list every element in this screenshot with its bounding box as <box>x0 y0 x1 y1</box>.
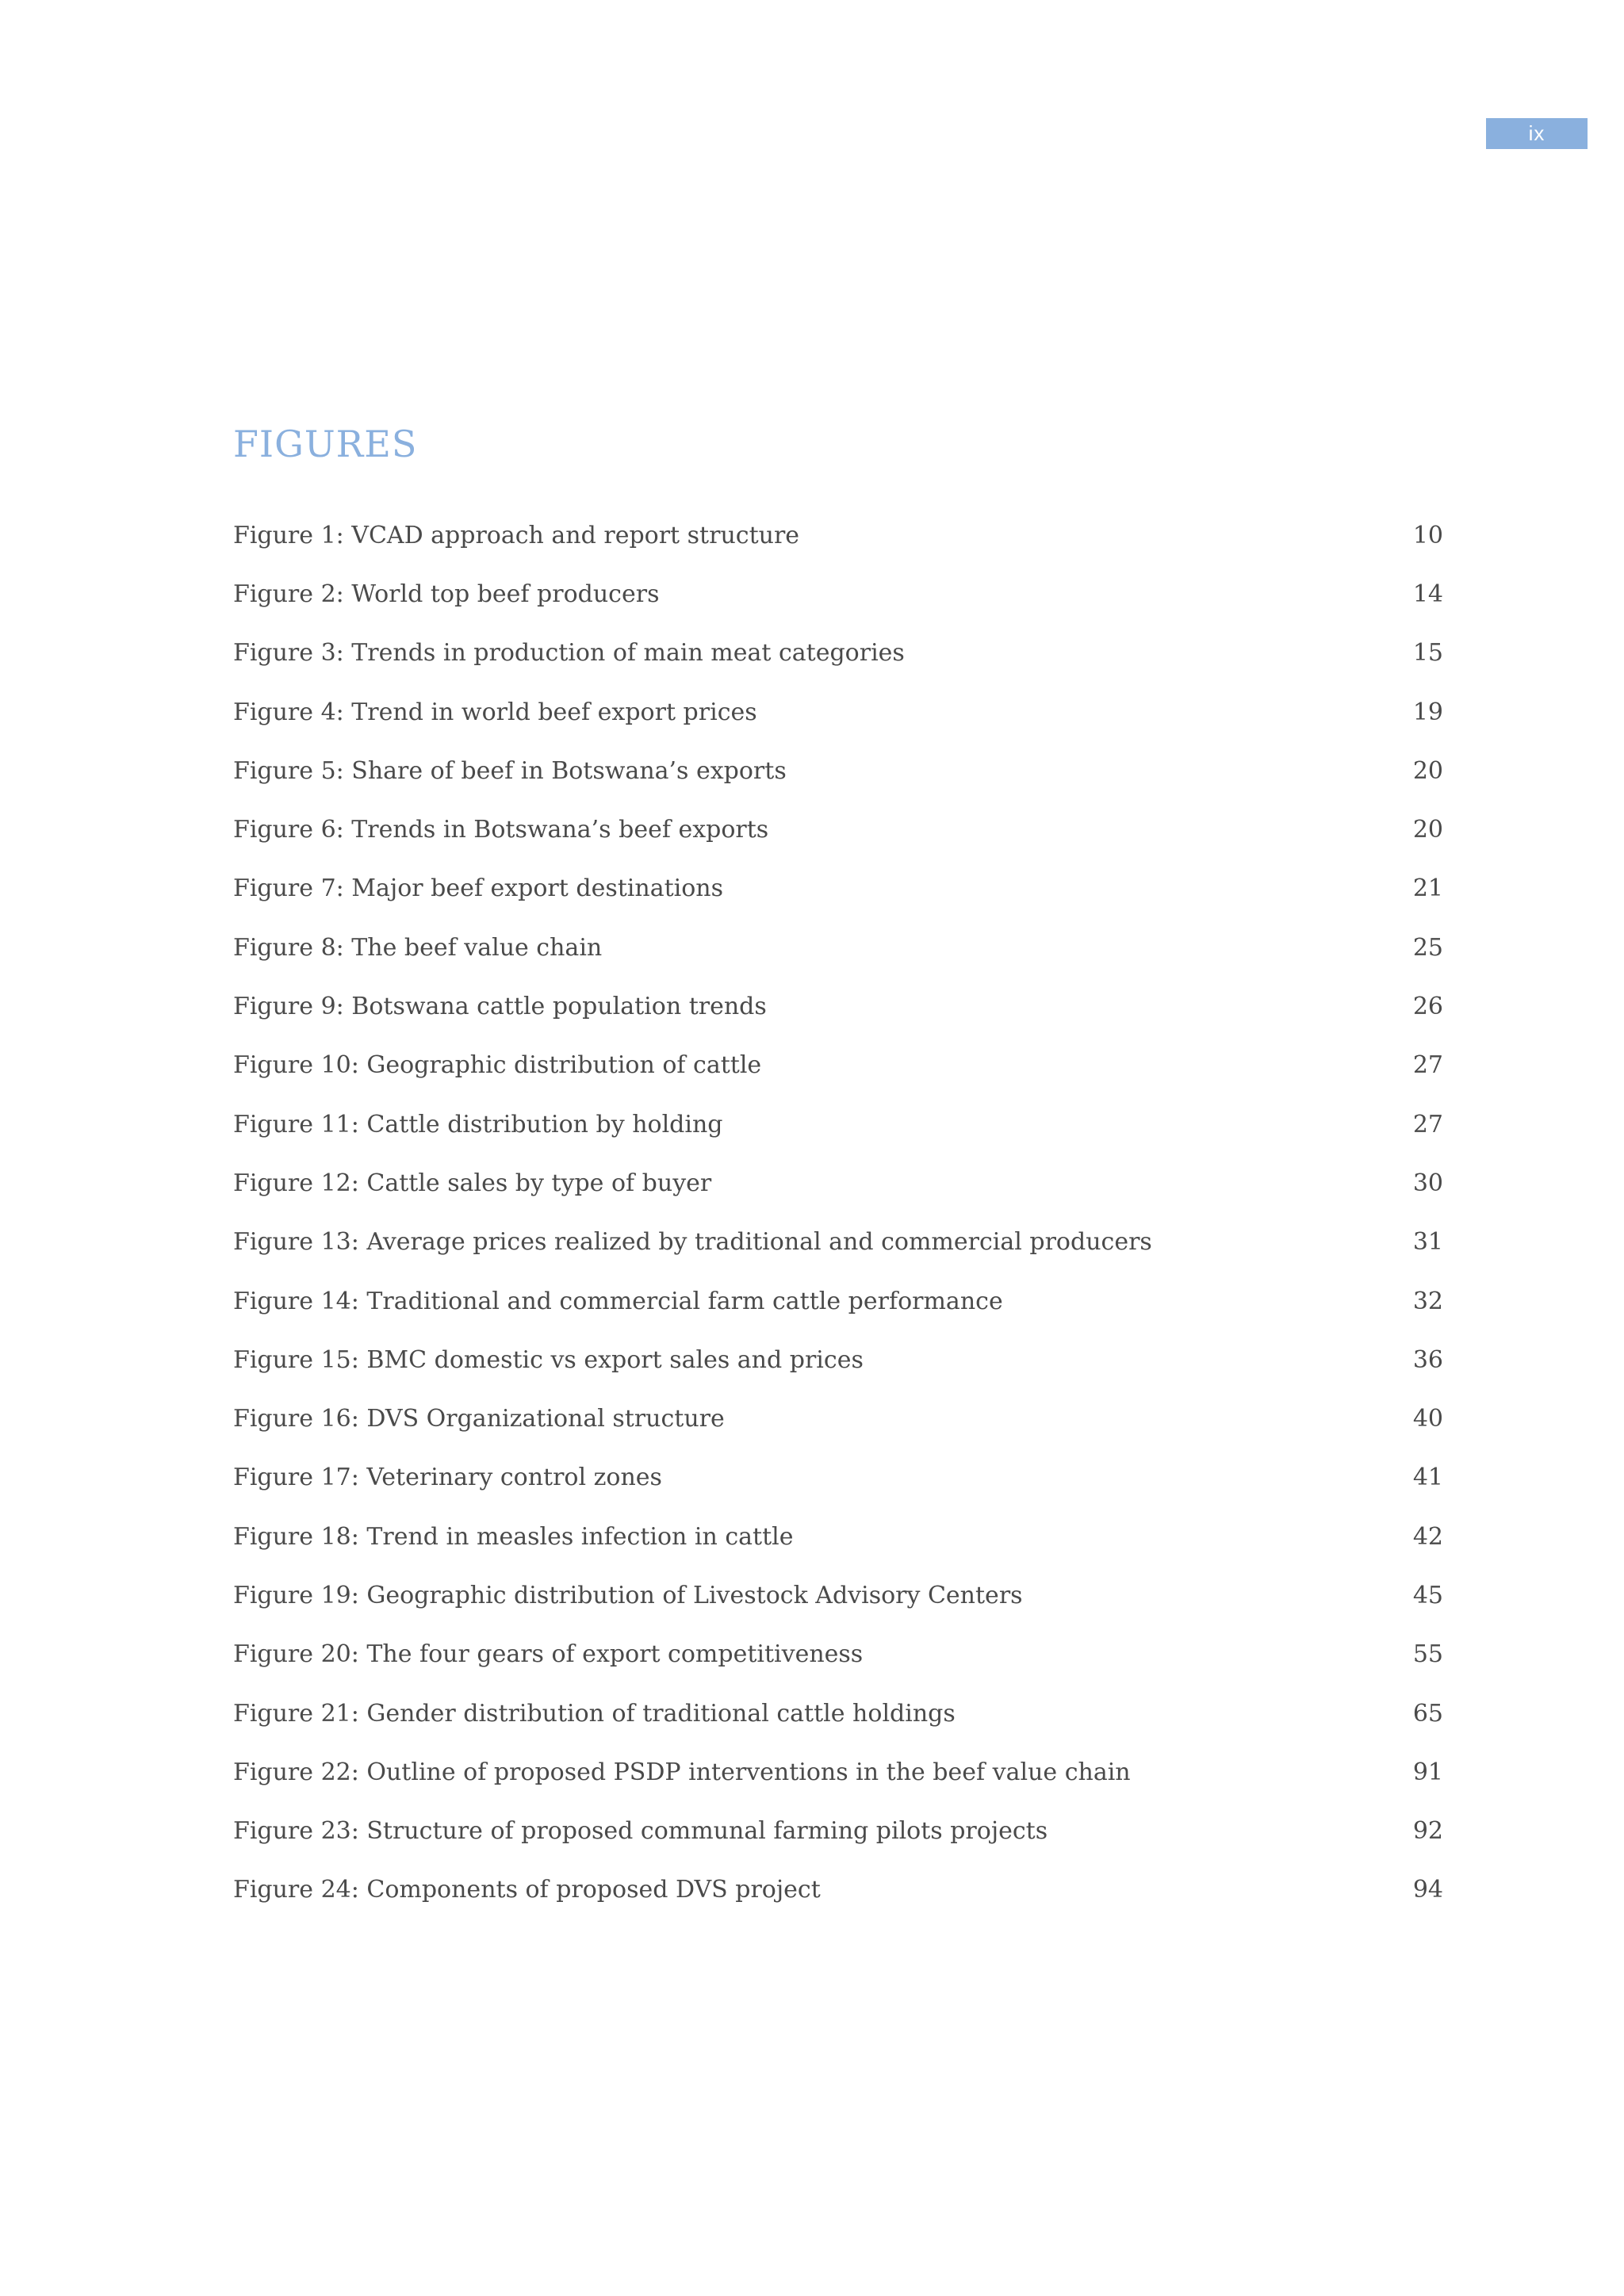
figure-label: Figure 5: Share of beef in Botswana’s exports <box>233 756 787 785</box>
figure-label: Figure 13: Average prices realized by traditional and commercial producers <box>233 1228 1152 1257</box>
figure-page-number: 15 <box>1412 639 1443 668</box>
figure-entry[interactable] <box>233 1566 1443 1624</box>
figure-page-number: 92 <box>1412 1817 1443 1846</box>
figure-page-number: 19 <box>1412 698 1443 726</box>
figure-entry[interactable] <box>233 918 1443 977</box>
figure-entry[interactable] <box>233 564 1443 623</box>
figure-page-number: 40 <box>1412 1405 1443 1433</box>
figure-page-number: 31 <box>1412 1228 1443 1257</box>
page-number-badge: ix <box>1486 118 1588 149</box>
figure-entry[interactable] <box>233 506 1443 564</box>
figure-entry[interactable] <box>233 1861 1443 1919</box>
figure-page-number: 25 <box>1412 933 1443 962</box>
figure-label: Figure 10: Geographic distribution of cattle <box>233 1051 762 1080</box>
figure-entry[interactable] <box>233 741 1443 800</box>
figure-page-number: 27 <box>1412 1110 1443 1138</box>
figure-entry[interactable] <box>233 1684 1443 1743</box>
figure-label: Figure 15: BMC domestic vs export sales and prices <box>233 1345 864 1374</box>
figure-label: Figure 12: Cattle sales by type of buyer <box>233 1169 712 1197</box>
figure-entry[interactable] <box>233 1272 1443 1330</box>
figure-entry[interactable] <box>233 1213 1443 1272</box>
figure-page-number: 65 <box>1412 1699 1443 1728</box>
figure-label: Figure 11: Cattle distribution by holding <box>233 1110 723 1138</box>
figure-page-number: 26 <box>1412 993 1443 1021</box>
figure-label: Figure 8: The beef value chain <box>233 933 603 962</box>
figure-label: Figure 20: The four gears of export competitiveness <box>233 1640 864 1669</box>
figure-label: Figure 18: Trend in measles infection in cattle <box>233 1522 794 1551</box>
figure-label: Figure 24: Components of proposed DVS project <box>233 1876 821 1904</box>
figure-page-number: 30 <box>1412 1169 1443 1197</box>
figure-label: Figure 2: World top beef producers <box>233 580 660 608</box>
figure-entry[interactable] <box>233 800 1443 859</box>
figure-page-number: 36 <box>1412 1345 1443 1374</box>
figure-label: Figure 6: Trends in Botswana’s beef exports <box>233 816 769 844</box>
figure-label: Figure 19: Geographic distribution of Livestock Advisory Centers <box>233 1581 1023 1609</box>
figure-label: Figure 23: Structure of proposed communal farming pilots projects <box>233 1817 1048 1846</box>
figure-page-number: 41 <box>1412 1464 1443 1492</box>
figure-label: Figure 21: Gender distribution of traditional cattle holdings <box>233 1699 956 1728</box>
figure-page-number: 14 <box>1412 580 1443 608</box>
figure-page-number: 32 <box>1412 1287 1443 1315</box>
figure-entry[interactable] <box>233 1802 1443 1861</box>
figure-page-number: 20 <box>1412 756 1443 785</box>
figure-label: Figure 1: VCAD approach and report structure <box>233 521 800 549</box>
figure-entry[interactable] <box>233 1448 1443 1507</box>
figure-label: Figure 14: Traditional and commercial farm cattle performance <box>233 1287 1003 1315</box>
figure-label: Figure 22: Outline of proposed PSDP interventions in the beef value chain <box>233 1758 1131 1786</box>
figure-page-number: 10 <box>1412 521 1443 549</box>
figure-label: Figure 7: Major beef export destinations <box>233 874 724 903</box>
figure-label: Figure 17: Veterinary control zones <box>233 1464 662 1492</box>
figure-entry[interactable] <box>233 624 1443 683</box>
figure-entry[interactable] <box>233 683 1443 741</box>
figure-entry[interactable] <box>233 1154 1443 1212</box>
figure-page-number: 20 <box>1412 816 1443 844</box>
figure-page-number: 55 <box>1412 1640 1443 1669</box>
figure-label: Figure 4: Trend in world beef export prices <box>233 698 757 726</box>
figure-page-number: 42 <box>1412 1522 1443 1551</box>
section-title: FIGURES <box>233 423 418 465</box>
figure-label: Figure 3: Trends in production of main meat categories <box>233 639 905 668</box>
figure-page-number: 94 <box>1412 1876 1443 1904</box>
figure-entry[interactable] <box>233 1095 1443 1154</box>
figure-entry[interactable] <box>233 1389 1443 1448</box>
figure-label: Figure 9: Botswana cattle population trends <box>233 993 767 1021</box>
figure-page-number: 27 <box>1412 1051 1443 1080</box>
figure-entry[interactable] <box>233 977 1443 1035</box>
figure-label: Figure 16: DVS Organizational structure <box>233 1405 725 1433</box>
figure-page-number: 45 <box>1412 1581 1443 1609</box>
figure-entry[interactable] <box>233 1330 1443 1389</box>
figure-entry[interactable] <box>233 1625 1443 1684</box>
figures-list <box>233 506 1443 1919</box>
figure-entry[interactable] <box>233 1036 1443 1095</box>
figure-page-number: 91 <box>1412 1758 1443 1786</box>
figure-page-number: 21 <box>1412 874 1443 903</box>
figure-entry[interactable] <box>233 1743 1443 1801</box>
figure-entry[interactable] <box>233 1507 1443 1566</box>
figure-entry[interactable] <box>233 859 1443 918</box>
